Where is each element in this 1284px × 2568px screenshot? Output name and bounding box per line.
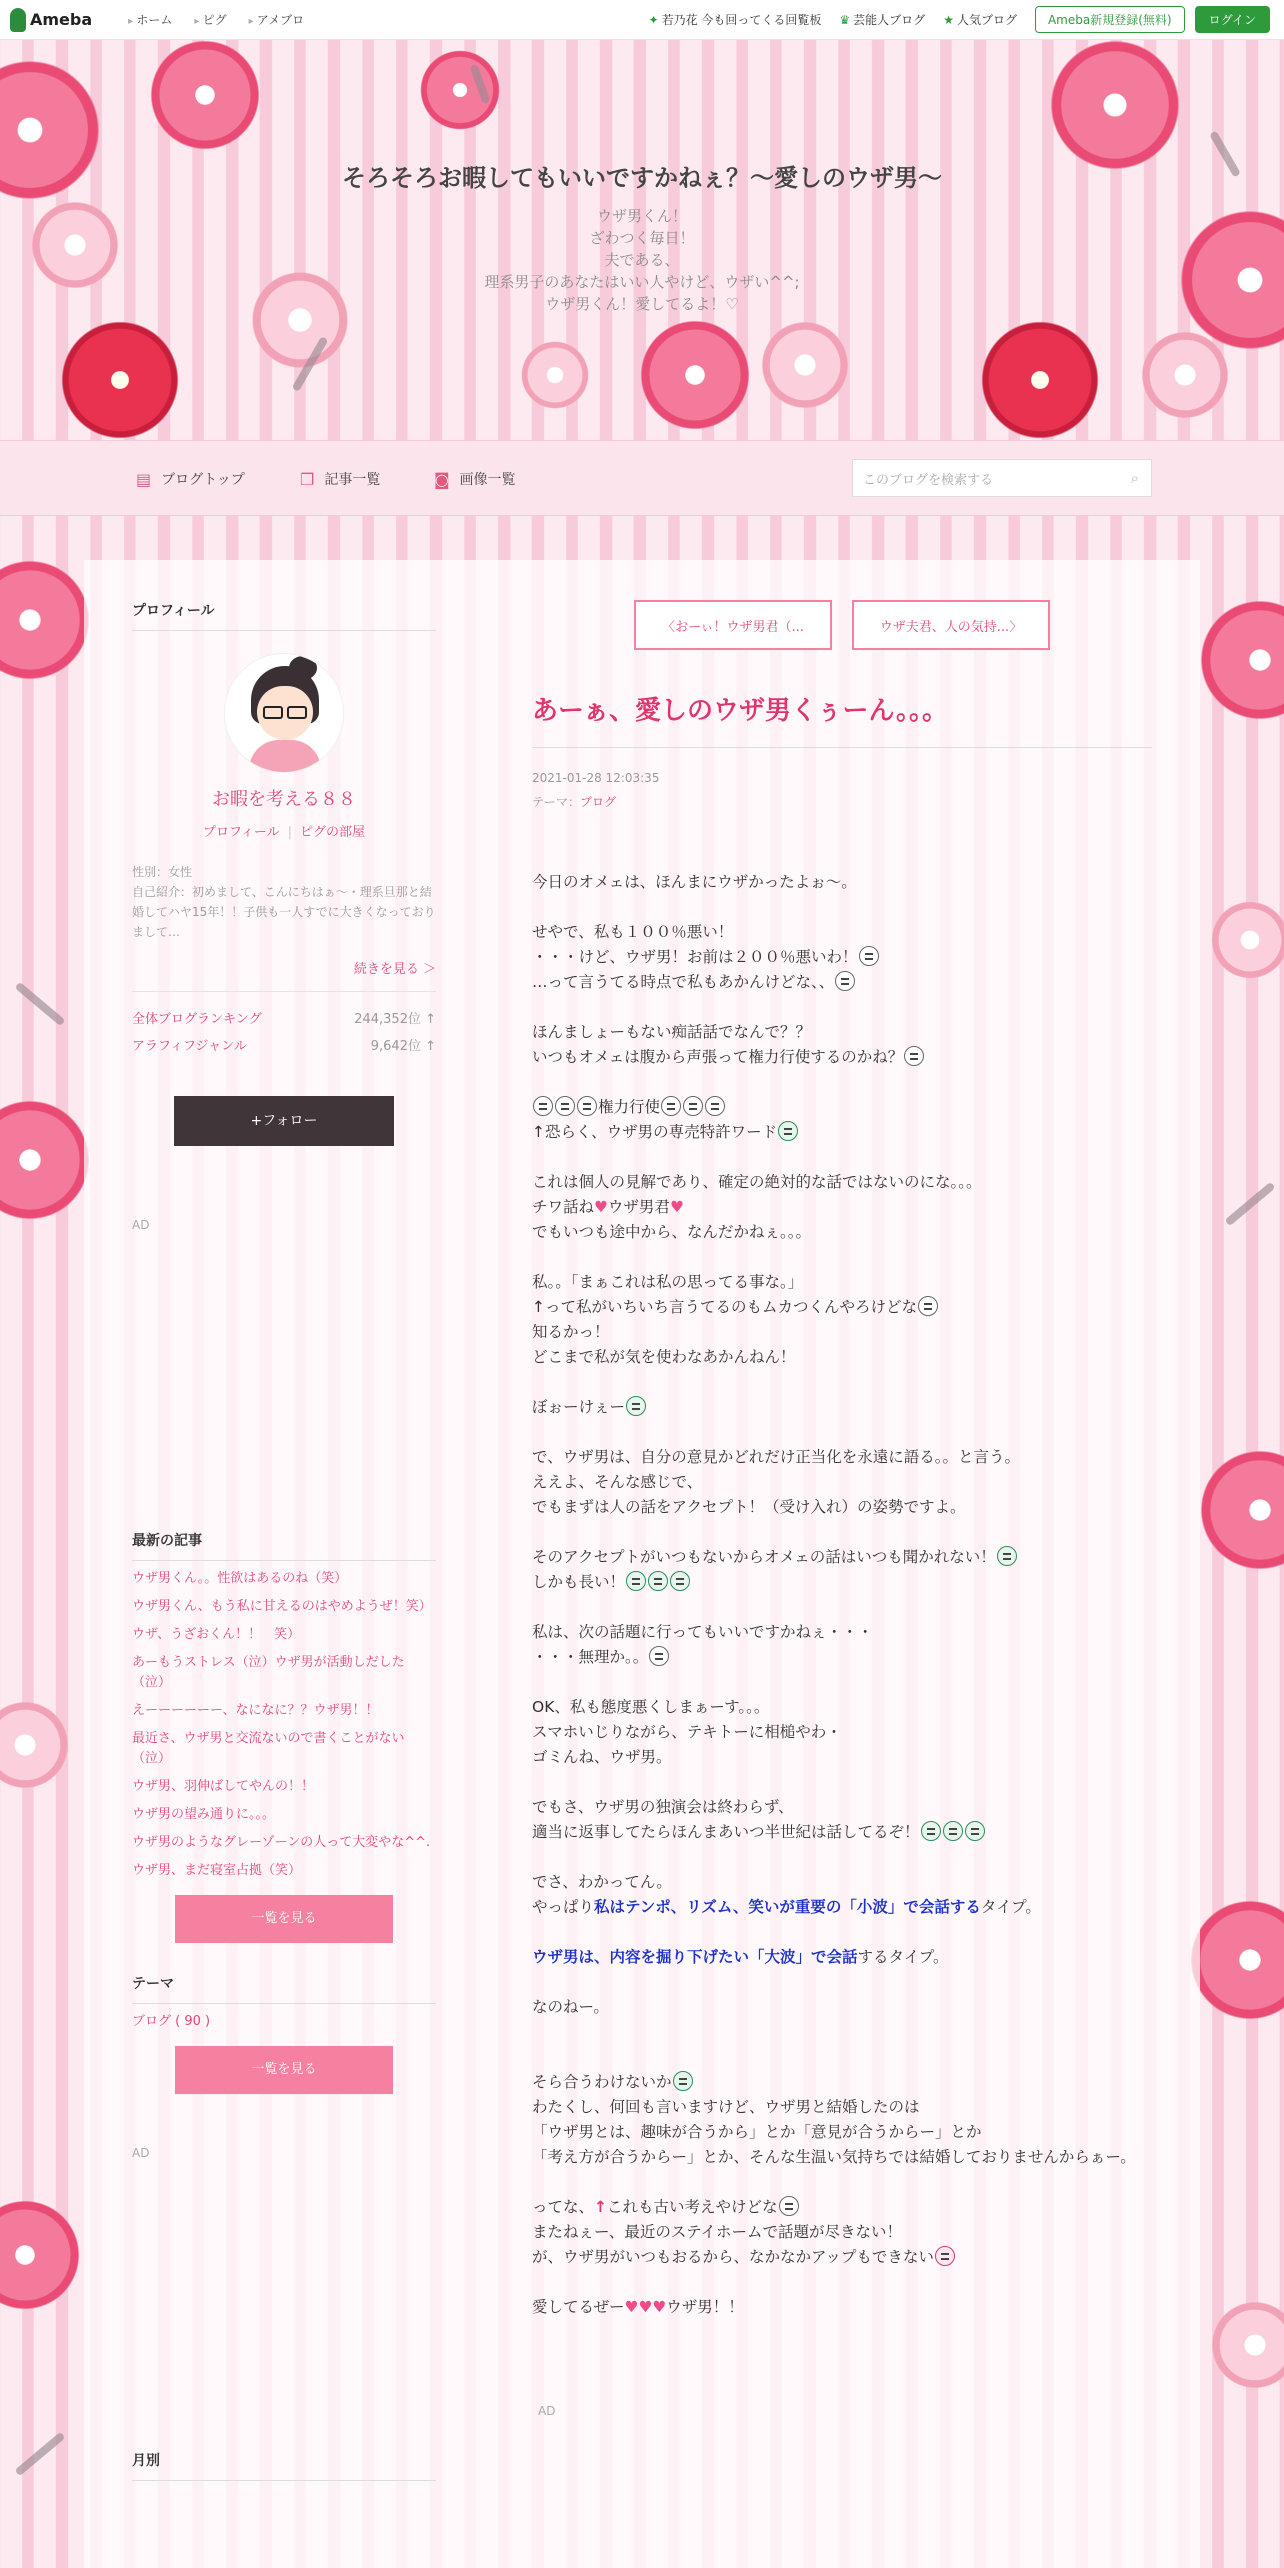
emoji-icon xyxy=(835,971,855,991)
profile-heading: プロフィール xyxy=(132,600,436,631)
sidebar xyxy=(132,600,436,2481)
search-icon[interactable]: ⌕ xyxy=(1130,469,1139,487)
emoji-icon xyxy=(904,1046,924,1066)
emoji-icon xyxy=(577,1096,597,1116)
profile-name[interactable]: お暇を考える８８ xyxy=(212,789,356,810)
theme-link[interactable]: ブログ ( 90 ) xyxy=(132,2014,211,2029)
recent-entry-link[interactable]: ウザ男、羽伸ばしてやんの！！ xyxy=(132,1779,315,1794)
emoji-icon xyxy=(626,1396,646,1416)
recent-entry-link[interactable]: えーーーーーー、なになに？？ウザ男！！ xyxy=(132,1703,379,1718)
recent-entry-link[interactable]: 最近さ、ウザ男と交流ないので書くことがない（泣） xyxy=(132,1731,405,1766)
entry-datetime: 2021-01-28 12:03:35 xyxy=(532,771,660,785)
emoji-icon xyxy=(779,2196,799,2216)
heart-icon: ♥ xyxy=(594,1198,608,1216)
camera-icon: ◙ xyxy=(434,469,450,489)
recent-entry-link[interactable]: ウザ男、まだ寝室占拠（笑） xyxy=(132,1863,302,1878)
prev-entry-button[interactable]: 〈 おーぃ！ウザ男君（... xyxy=(634,600,832,650)
emoji-icon xyxy=(683,1096,703,1116)
entry-main xyxy=(532,600,1152,2418)
crown-icon: ♛ xyxy=(839,13,851,27)
blog-nav xyxy=(0,440,1284,516)
theme-heading: テーマ xyxy=(132,1973,436,2004)
entry-title[interactable]: あーぁ、愛しのウザ男くぅーん。。。 xyxy=(532,690,1152,748)
heart-icon: ♥ xyxy=(669,1198,684,1216)
emoji-icon xyxy=(778,1121,798,1141)
emoji-icon xyxy=(935,2246,955,2266)
ranking-row: 全体ブログランキング 244,352位 ↑ xyxy=(132,1008,436,1027)
monthly-heading: 月別 xyxy=(132,2450,436,2481)
recent-list xyxy=(132,1569,436,1881)
ad-label: AD xyxy=(132,2146,150,2160)
content-panel xyxy=(84,560,1200,2568)
profile-link[interactable]: プロフィール xyxy=(202,825,280,840)
avatar[interactable] xyxy=(224,653,344,773)
chevron-left-icon: 〈 xyxy=(662,619,676,635)
ranking-genre-link[interactable]: アラフィフジャンル xyxy=(132,1039,247,1054)
pigg-room-link[interactable]: ピグの部屋 xyxy=(300,825,366,840)
ad-label: AD xyxy=(538,2404,556,2418)
emoji-icon xyxy=(661,1096,681,1116)
emoji-icon xyxy=(918,1296,938,1316)
next-entry-button[interactable]: ウザ夫君、人の気持... 〉 xyxy=(852,600,1050,650)
ameba-logo[interactable]: Ameba xyxy=(10,8,92,32)
global-header xyxy=(0,0,1284,40)
entry-body: 今日のオメェは、ほんまにウザかったよぉ〜。 せやで、私も１００％悪い！ ・・・けど、ウザ男！お前は２００％悪いわ！ …って言うてる時点で私もあかんけどな、、 ほんましょーもない痴話話でなんで？？ いつもオメェは腹から声張って権力行使するのかね？ 権力行使 ↑恐らく、ウザ男の専売特許ワード これは個人の見解であり、確定の絶対的な話ではないのにな。。。 チワ話ね♥ウザ男君♥ でもいつも途中から、なんだかねぇ。。。 私。。「まぁこれは私の思ってる事な。」 ↑って私がいちいち言うてるのもムカつくんやろけどな 知るかっ！ どこまで私が気を使わなあかんねん！ ぼぉーけぇー で、ウザ男は、自分の意見かどれだけ正当化を永遠に語る。。と言う。 ええよ、そんな感じで、 でもまずは人の話をアクセプト！（受け入れ）の姿勢ですよ。 そのアクセプトがいつもないからオメェの話はいつも聞かれない！ しかも長い！ 私は、次の話題に行ってもいいですかねぇ・・・ ・・・無理か。。 OK、私も態度悪くしまぁーす。。。 スマホいじりながら、テキトーに相槌やわ・ ゴミんね、ウザ男。 でもさ、ウザ男の独演会は終わらず、 適当に返事してたらほんまあいつ半世紀は話してるぞ！ でさ、わかってん。 やっぱり私はテンポ、リズム、笑いが重要の「小波」で会話するタイプ。 ウザ男は、内容を掘り下げたい「大波」で会話するタイプ。 なのねー。 そら合うわけないか わたくし、何回も言いますけど、ウザ男と結婚したのは 「ウザ男とは、趣味が合うから」とか「意見が合うからー」とか 「考え方が合うからー」とか、そんな生温い気持ちでは結婚しておりませんからぁー。 ってな、↑これも古い考えやけどな またねぇー、最近のステイホームで話題が尽きない！ が、ウザ男がいつもおるから、なかなかアップもできない 愛してるぜー♥♥♥ウザ男！！ xyxy=(532,873,1136,2316)
emoji-icon xyxy=(670,1571,690,1591)
recent-entry-link[interactable]: ウザ男のようなグレーゾーンの人って大変やな^^. xyxy=(132,1835,431,1850)
star-icon: ★ xyxy=(943,13,954,27)
login-button[interactable]: ログイン xyxy=(1195,6,1270,33)
sparkle-icon: ✦ xyxy=(648,13,659,27)
recent-entry-link[interactable]: ウザ男くん、もう私に甘えるのはやめようぜ！笑） xyxy=(132,1599,432,1614)
blog-title[interactable]: そろそろお暇してもいいですかねぇ？〜愛しのウザ男〜 xyxy=(342,164,942,192)
nav-blog-top[interactable]: ▤ ブログトップ xyxy=(136,469,245,489)
profile-gender: 性別：女性 xyxy=(132,865,193,879)
recent-entry-link[interactable]: ウザ男の望み通りに。。。 xyxy=(132,1807,276,1822)
entry-meta: 2021-01-28 12:03:35 テーマ：ブログ xyxy=(532,766,1152,814)
recent-entry-link[interactable]: あーもうストレス（泣）ウザ男が活動しだした（泣） xyxy=(132,1655,405,1690)
popular-blog-link[interactable]: ★ 人気ブログ xyxy=(943,13,1017,27)
nav-entry-list[interactable]: ❐ 記事一覧 xyxy=(300,469,381,489)
heart-icon: ♥♥♥ xyxy=(624,2298,667,2316)
trending-link[interactable]: ✦ 若乃花 今も回ってくる回覧板 xyxy=(648,13,822,27)
read-more-link[interactable]: 続きを見る ＞ xyxy=(353,962,436,977)
emoji-icon xyxy=(943,1821,963,1841)
recent-list-button[interactable]: 一覧を見る xyxy=(175,1895,393,1943)
copy-icon: ❐ xyxy=(300,469,315,489)
emoji-icon xyxy=(705,1096,725,1116)
follow-button[interactable]: +フォロー xyxy=(174,1096,394,1146)
divider xyxy=(132,991,436,992)
emoji-icon xyxy=(673,2071,693,2091)
recent-heading: 最新の記事 xyxy=(132,1530,436,1561)
ad-label: AD xyxy=(132,1218,150,1232)
emoji-icon xyxy=(649,1646,669,1666)
header-right xyxy=(631,6,1284,33)
entry-pager xyxy=(532,600,1152,650)
recent-entry-link[interactable]: ウザ、うざおくん！！ 笑） xyxy=(132,1627,301,1642)
profile-links: プロフィール | ピグの部屋 xyxy=(202,825,366,840)
nav-pigg-link[interactable]: ▸ ピグ xyxy=(194,11,226,28)
global-nav xyxy=(106,11,304,28)
emoji-icon xyxy=(921,1821,941,1841)
nav-image-list[interactable]: ◙ 画像一覧 xyxy=(434,469,516,489)
arrow-up-icon: ↑ xyxy=(594,2198,608,2216)
profile-intro: 自己紹介：初めまして、こんにちはぁ〜・理系旦那と結婚してハヤ15年！！子供も一人すでに大きくなっておりまして… xyxy=(132,885,436,939)
register-button[interactable]: Ameba新規登録(無料) xyxy=(1035,6,1185,33)
nav-home-link[interactable]: ▸ ホーム xyxy=(128,11,172,28)
emoji-icon xyxy=(533,1096,553,1116)
emoji-icon xyxy=(648,1571,668,1591)
nav-ameblo-link[interactable]: ▸ アメブロ xyxy=(249,11,304,28)
emoji-icon xyxy=(965,1821,985,1841)
blog-search-input[interactable]: このブログを検索する ⌕ xyxy=(852,459,1152,497)
theme-list-button[interactable]: 一覧を見る xyxy=(175,2046,393,2094)
blog-header xyxy=(0,40,1284,440)
emoji-icon xyxy=(555,1096,575,1116)
emoji-icon xyxy=(626,1571,646,1591)
recent-entry-link[interactable]: ウザ男くん。。性欲はあるのね（笑） xyxy=(132,1571,348,1586)
blog-description: ウザ男くん！ ざわつく毎日！ 夫である、 理系男子のあなたはいい人やけど、ウザい^^; ウザ男くん！愛してるよ！♡ xyxy=(484,207,800,313)
theme-list xyxy=(132,2012,436,2032)
celebrity-blog-link[interactable]: ♛ 芸能人ブログ xyxy=(839,13,926,27)
emoji-icon xyxy=(997,1546,1017,1566)
ranking-overall-link[interactable]: 全体ブログランキング xyxy=(132,1012,262,1027)
entry-theme-link[interactable]: ブログ xyxy=(580,795,617,809)
profile-info xyxy=(132,862,436,942)
document-icon: ▤ xyxy=(136,469,152,489)
chevron-right-icon: 〉 xyxy=(1009,619,1023,635)
emoji-icon xyxy=(859,946,879,966)
ameba-logo-icon xyxy=(10,8,26,32)
ranking-row: アラフィフジャンル 9,642位 ↑ xyxy=(132,1035,436,1054)
